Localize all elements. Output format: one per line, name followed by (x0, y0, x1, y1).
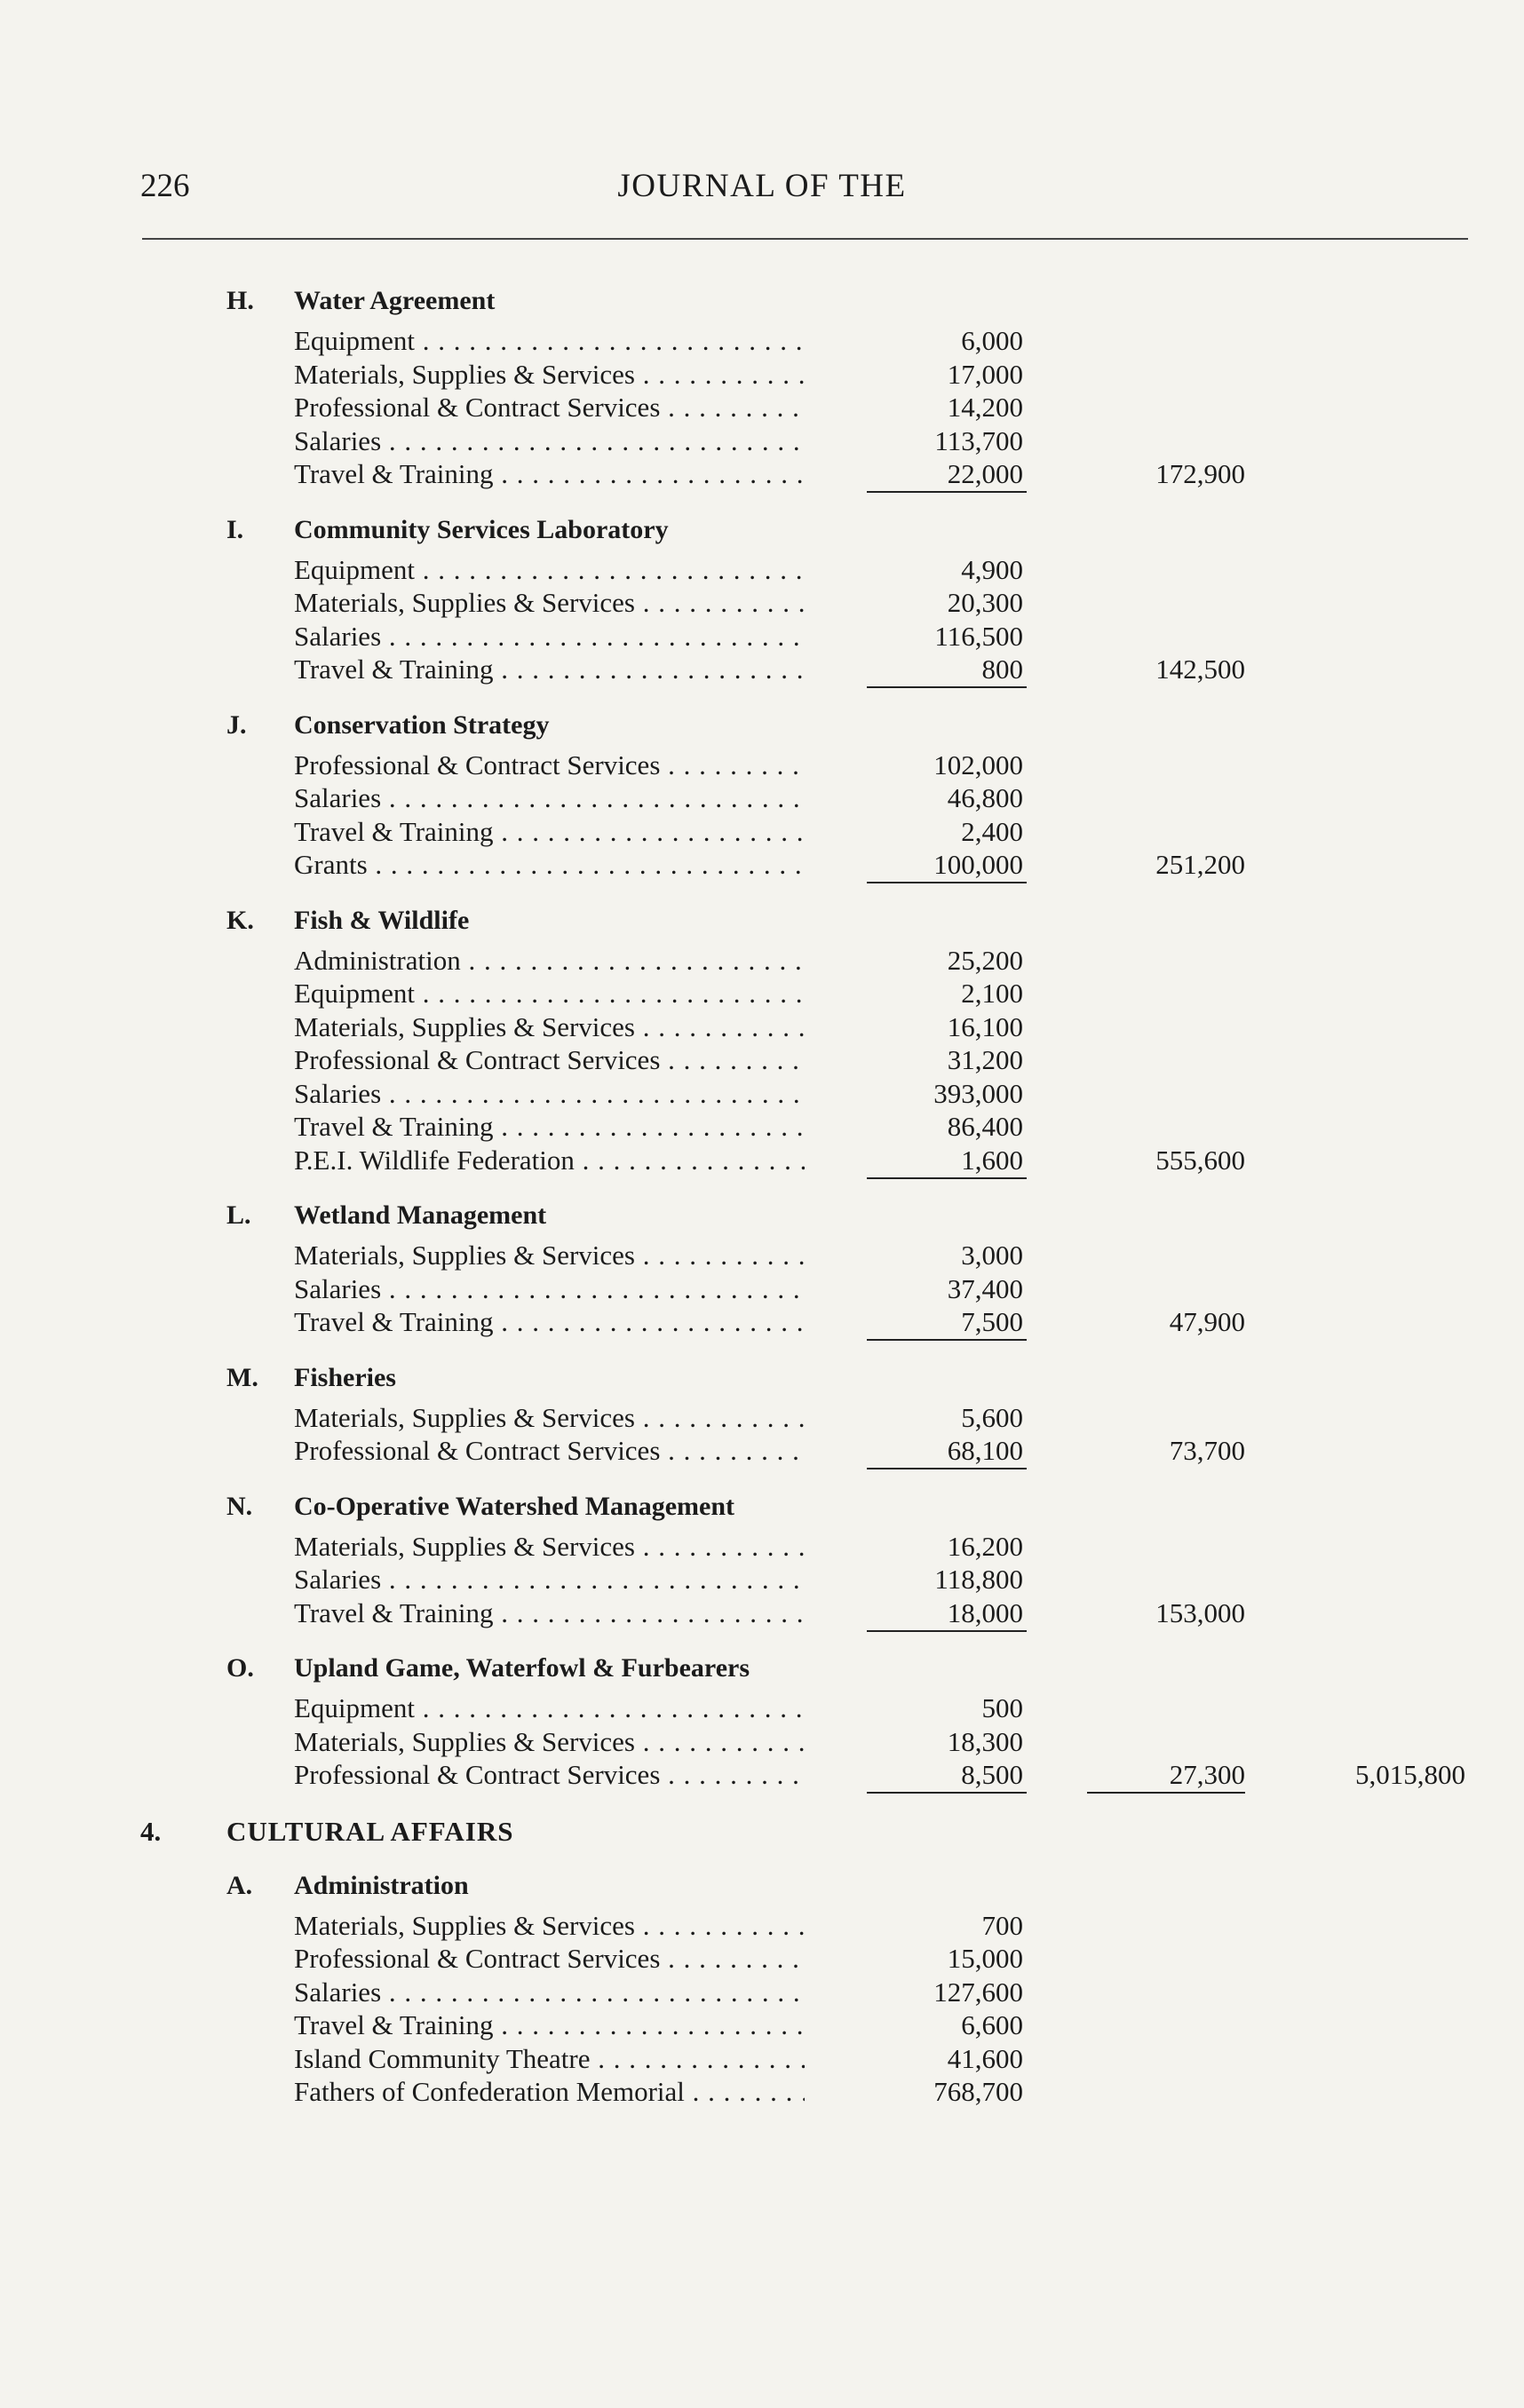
line-item (0, 359, 1524, 392)
section-letter: O. (226, 1653, 254, 1683)
line-item (0, 587, 1524, 621)
section-title: Community Services Laboratory (294, 514, 669, 544)
line-item (0, 1692, 1524, 1726)
line-item-amount: 46,800 (947, 782, 1023, 813)
line-item (0, 392, 1524, 425)
section-letter: M. (226, 1362, 258, 1392)
section-heading (0, 710, 1524, 749)
budget-section (0, 515, 1524, 687)
line-item-amount: 14,200 (947, 392, 1023, 423)
line-item-amount: 6,600 (961, 2009, 1023, 2040)
section-heading (0, 1200, 1524, 1240)
section-heading (0, 1363, 1524, 1402)
line-item-label: Professional & Contract Services . . . (294, 749, 805, 781)
line-item (0, 1078, 1524, 1112)
line-item-amount: 118,800 (934, 1564, 1023, 1595)
section-title: Co-Operative Watershed Management (294, 1491, 735, 1521)
line-item (0, 1145, 1524, 1178)
budget-section (0, 1653, 1524, 1793)
grand-total: 5,015,800 (1355, 1759, 1465, 1790)
line-item-label: Materials, Supplies & Services . . . (294, 1531, 805, 1563)
line-item-label: Travel & Training . . . (294, 653, 805, 685)
line-item-amount: 18,000 (947, 1596, 1023, 1628)
line-item-label: Materials, Supplies & Services . . . (294, 1726, 805, 1758)
line-item-label: Professional & Contract Services . . . (294, 1044, 805, 1076)
header-rule (142, 238, 1468, 240)
line-item-amount: 68,100 (947, 1435, 1023, 1466)
line-item (0, 1273, 1524, 1307)
line-item (0, 2009, 1524, 2043)
line-item-label: Grants . . . (294, 849, 805, 881)
line-item (0, 1402, 1524, 1436)
line-item-label: Administration . . . (294, 945, 805, 977)
section-title: Administration (294, 1870, 469, 1900)
line-item-label: Professional & Contract Services . . . (294, 1435, 805, 1467)
line-item-label: Materials, Supplies & Services . . . (294, 587, 805, 619)
line-item (0, 1564, 1524, 1597)
line-item-amount: 4,900 (961, 553, 1023, 585)
line-item (0, 1011, 1524, 1045)
line-item (0, 1759, 1524, 1793)
line-item-amount: 5,600 (961, 1401, 1023, 1433)
line-item (0, 1976, 1524, 2010)
section-letter: K. (226, 905, 254, 935)
section-heading (0, 906, 1524, 945)
line-item-label: Professional & Contract Services . . . (294, 1943, 805, 1975)
line-item (0, 458, 1524, 492)
line-item-label: Materials, Supplies & Services . . . (294, 359, 805, 391)
section-total: 153,000 (1155, 1596, 1245, 1628)
line-item (0, 978, 1524, 1011)
budget-section (0, 1871, 1524, 2110)
line-item-amount: 127,600 (933, 1976, 1023, 2008)
section-heading (0, 286, 1524, 325)
line-item-label: Travel & Training . . . (294, 458, 805, 490)
section-heading (0, 1871, 1524, 1910)
budget-section (0, 1200, 1524, 1340)
line-item (0, 653, 1524, 687)
line-item-label: Materials, Supplies & Services . . . (294, 1011, 805, 1043)
section-total: 73,700 (1169, 1435, 1245, 1466)
budget-section (0, 906, 1524, 1178)
line-item-amount: 25,200 (947, 944, 1023, 976)
section-title: Conservation Strategy (294, 709, 550, 740)
line-item-label: Materials, Supplies & Services . . . (294, 1402, 805, 1434)
division-title: CULTURAL AFFAIRS (226, 1815, 514, 1847)
line-item (0, 945, 1524, 978)
section-heading (0, 1653, 1524, 1692)
line-item-label: Salaries . . . (294, 1273, 805, 1305)
line-item-label: Salaries . . . (294, 425, 805, 457)
line-item-amount: 113,700 (934, 424, 1023, 456)
line-item (0, 1306, 1524, 1340)
line-item-amount: 41,600 (947, 2042, 1023, 2074)
line-item (0, 1044, 1524, 1078)
line-item-label: Equipment . . . (294, 325, 805, 357)
section-letter: N. (226, 1491, 253, 1521)
line-item (0, 325, 1524, 359)
section-heading (0, 1492, 1524, 1531)
section-total: 27,300 (1169, 1759, 1245, 1790)
line-item-amount: 700 (981, 1909, 1023, 1941)
section-title: Fish & Wildlife (294, 905, 470, 935)
line-item-amount: 16,100 (947, 1010, 1023, 1042)
line-item-amount: 2,100 (961, 978, 1023, 1009)
line-item-label: Island Community Theatre . . . (294, 2043, 805, 2075)
line-item-label: Salaries . . . (294, 621, 805, 653)
line-item (0, 1435, 1524, 1469)
line-item (0, 621, 1524, 654)
line-item-label: Professional & Contract Services . . . (294, 392, 805, 424)
line-item-label: Equipment . . . (294, 1692, 805, 1724)
line-item-label: Materials, Supplies & Services . . . (294, 1910, 805, 1942)
line-item-amount: 393,000 (933, 1077, 1023, 1109)
line-item-amount: 3,000 (961, 1240, 1023, 1271)
line-item-amount: 768,700 (933, 2076, 1023, 2107)
line-item-label: Materials, Supplies & Services . . . (294, 1240, 805, 1271)
budget-section (0, 710, 1524, 883)
section-total: 142,500 (1155, 653, 1245, 685)
line-item-amount: 8,500 (961, 1759, 1023, 1790)
line-item-amount: 17,000 (947, 358, 1023, 390)
line-item (0, 2076, 1524, 2110)
line-item (0, 1910, 1524, 1944)
line-item (0, 554, 1524, 588)
page-number: 226 (140, 168, 190, 204)
line-item-label: Travel & Training . . . (294, 1306, 805, 1338)
line-item-amount: 116,500 (934, 620, 1023, 652)
line-item (0, 1240, 1524, 1273)
line-item-label: Salaries . . . (294, 1564, 805, 1596)
line-item (0, 849, 1524, 883)
section-letter: J. (226, 709, 247, 740)
line-item-amount: 37,400 (947, 1272, 1023, 1304)
line-item-amount: 18,300 (947, 1725, 1023, 1757)
section-title: Upland Game, Waterfowl & Furbearers (294, 1653, 750, 1683)
section-title: Wetland Management (294, 1200, 547, 1230)
line-item (0, 1597, 1524, 1631)
line-item-amount: 800 (981, 653, 1023, 685)
line-item (0, 1531, 1524, 1564)
line-item-amount: 22,000 (947, 458, 1023, 489)
line-item-amount: 86,400 (947, 1111, 1023, 1142)
line-item-label: Travel & Training . . . (294, 2009, 805, 2041)
line-item (0, 425, 1524, 459)
line-item-label: Equipment . . . (294, 554, 805, 586)
line-item-label: Travel & Training . . . (294, 1111, 805, 1143)
line-item (0, 749, 1524, 783)
division-number: 4. (140, 1815, 162, 1847)
line-item (0, 1111, 1524, 1145)
line-item (0, 816, 1524, 850)
line-item-label: Equipment . . . (294, 978, 805, 1010)
line-item-label: Professional & Contract Services . . . (294, 1759, 805, 1791)
line-item-amount: 500 (981, 1692, 1023, 1723)
section-title: Fisheries (294, 1362, 396, 1392)
line-item-label: Salaries . . . (294, 1078, 805, 1110)
division-heading (0, 1816, 1524, 1871)
line-item-amount: 100,000 (933, 849, 1023, 880)
line-item-amount: 15,000 (947, 1943, 1023, 1974)
line-item-amount: 2,400 (961, 815, 1023, 847)
appropriations-list (0, 286, 1524, 2133)
running-head: JOURNAL OF THE (617, 168, 907, 204)
line-item-label: Travel & Training . . . (294, 1597, 805, 1629)
line-item-label: Travel & Training . . . (294, 816, 805, 848)
section-letter: L. (226, 1200, 251, 1230)
line-item (0, 1943, 1524, 1976)
section-letter: I. (226, 514, 244, 544)
line-item-amount: 20,300 (947, 587, 1023, 618)
line-item-label: Fathers of Confederation Memorial . . . (294, 2076, 805, 2108)
section-total: 172,900 (1155, 458, 1245, 489)
line-item (0, 782, 1524, 816)
line-item (0, 2043, 1524, 2077)
line-item-amount: 6,000 (961, 325, 1023, 356)
line-item-amount: 31,200 (947, 1044, 1023, 1075)
line-item-label: Salaries . . . (294, 782, 805, 814)
section-heading (0, 515, 1524, 554)
section-total: 251,200 (1155, 849, 1245, 880)
budget-section (0, 286, 1524, 492)
budget-section (0, 1492, 1524, 1631)
section-total: 47,900 (1169, 1306, 1245, 1337)
line-item-amount: 1,600 (961, 1144, 1023, 1176)
line-item-amount: 7,500 (961, 1306, 1023, 1337)
section-letter: H. (226, 286, 254, 315)
line-item-label: P.E.I. Wildlife Federation . . . (294, 1145, 805, 1176)
line-item-amount: 16,200 (947, 1530, 1023, 1562)
section-title: Water Agreement (294, 286, 496, 315)
line-item (0, 1726, 1524, 1760)
budget-section (0, 1363, 1524, 1469)
section-letter: A. (226, 1870, 253, 1900)
section-total: 555,600 (1155, 1144, 1245, 1176)
line-item-amount: 102,000 (933, 749, 1023, 780)
line-item-label: Salaries . . . (294, 1976, 805, 2008)
